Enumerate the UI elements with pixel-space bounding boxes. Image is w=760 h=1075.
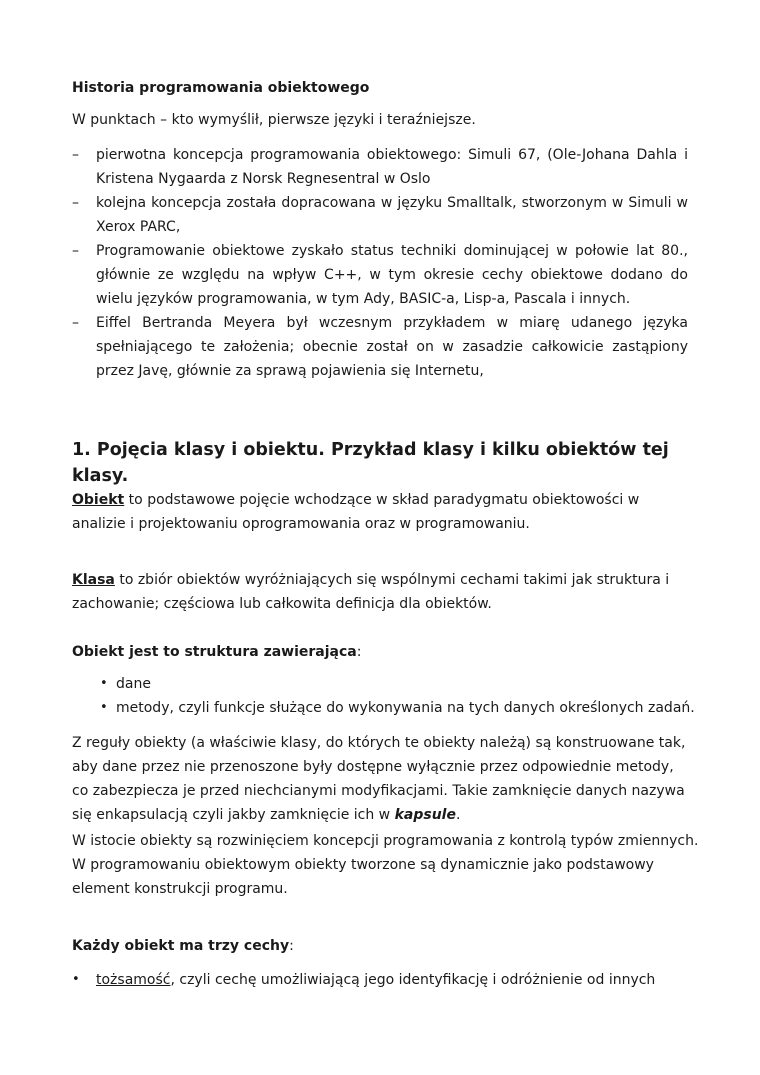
kapsule-term: kapsule — [394, 807, 456, 823]
features-heading-text: Każdy obiekt ma trzy cechy — [72, 938, 290, 954]
feature-text: , czyli cechę umożliwiającą jego identyfikację i odróżnienie od innych — [170, 972, 656, 988]
history-item-3: Programowanie obiektowe zyskało status techniki dominującej w połowie lat 80., głównie ze względu na wpływ C++, w tym okresie cechy obiektowe dodano do wielu języków programowania, w tym Ady, BASIC-a, Lisp-a, Pascala i innych. — [96, 243, 688, 307]
colon: : — [289, 938, 294, 954]
section-heading: 1. Pojęcia klasy i obiektu. Przykład klasy i kilku obiektów tej klasy. — [72, 440, 669, 486]
dash-bullet: – — [72, 243, 79, 259]
structure-item-2: metody, czyli funkcje służące do wykonywania na tych danych określonych zadań. — [116, 700, 695, 716]
history-title: Historia programowania obiektowego — [72, 80, 370, 96]
obiekt-definition-text: to podstawowe pojęcie wchodzące w skład paradygmatu obiektowości w analizie i projektowaniu oprogramowania oraz w programowaniu. — [72, 492, 640, 532]
dash-bullet: – — [72, 195, 79, 211]
dash-bullet: – — [72, 147, 79, 163]
paragraph-line: W programowaniu obiektowym obiekty tworzone są dynamicznie jako podstawowy — [72, 857, 654, 873]
dynamic-objects-paragraph — [72, 829, 712, 901]
history-intro: W punktach – kto wymyślił, pierwsze języki i teraźniejsze. — [72, 112, 476, 128]
structure-heading-text: Obiekt jest to struktura zawierająca — [72, 644, 357, 660]
encapsulation-paragraph — [72, 731, 692, 827]
history-item-4: Eiffel Bertranda Meyera był wczesnym przykładem w miarę udanego języka spełniającego te założenia; obecnie został on w zasadzie całkowicie zastąpiony przez Javę, głównie za sprawą pojawienia się Internetu, — [96, 315, 688, 379]
klasa-definition-text: to zbiór obiektów wyróżniających się wspólnymi cechami takimi jak struktura i zachowanie; częściowa lub całkowita definicja dla obiektów. — [72, 572, 670, 612]
bullet-dot: • — [100, 676, 108, 691]
dash-bullet: – — [72, 315, 79, 331]
bullet-dot: • — [72, 972, 80, 987]
colon: : — [356, 644, 362, 660]
paragraph-line: element konstrukcji programu. — [72, 881, 288, 897]
history-item-2: kolejna koncepcja została dopracowana w języku Smalltalk, stworzonym w Simuli w Xerox PARC, — [96, 195, 688, 235]
features-heading — [72, 934, 294, 958]
bullet-dot: • — [100, 700, 108, 715]
structure-heading — [72, 640, 361, 664]
structure-item-1: dane — [116, 676, 151, 692]
klasa-term: Klasa — [72, 572, 115, 588]
feature-term: tożsamość — [96, 972, 171, 988]
obiekt-definition — [72, 488, 690, 536]
paragraph-line: W istocie obiekty są rozwinięciem koncepcji programowania z kontrolą typów zmiennych. — [72, 833, 699, 849]
period: . — [455, 807, 461, 823]
obiekt-term: Obiekt — [72, 492, 125, 508]
history-item-1: pierwotna koncepcja programowania obiektowego: Simuli 67, (Ole-Johana Dahla i Kristena Nygaarda z Norsk Regnesentral w Oslo — [96, 147, 688, 187]
feature-item-1 — [96, 968, 716, 992]
encapsulation-text: Z reguły obiekty (a właściwie klasy, do których te obiekty należą) są konstruowane tak, aby dane przez nie przenoszone były dostępne wyłącznie przez odpowiednie metody, co zabezpiecza je przed niechcianymi modyfikacjami. Takie zamknięcie danych nazywa się enkapsulacją czyli jakby zamknięcie ich w — [72, 735, 686, 823]
klasa-definition — [72, 568, 690, 616]
